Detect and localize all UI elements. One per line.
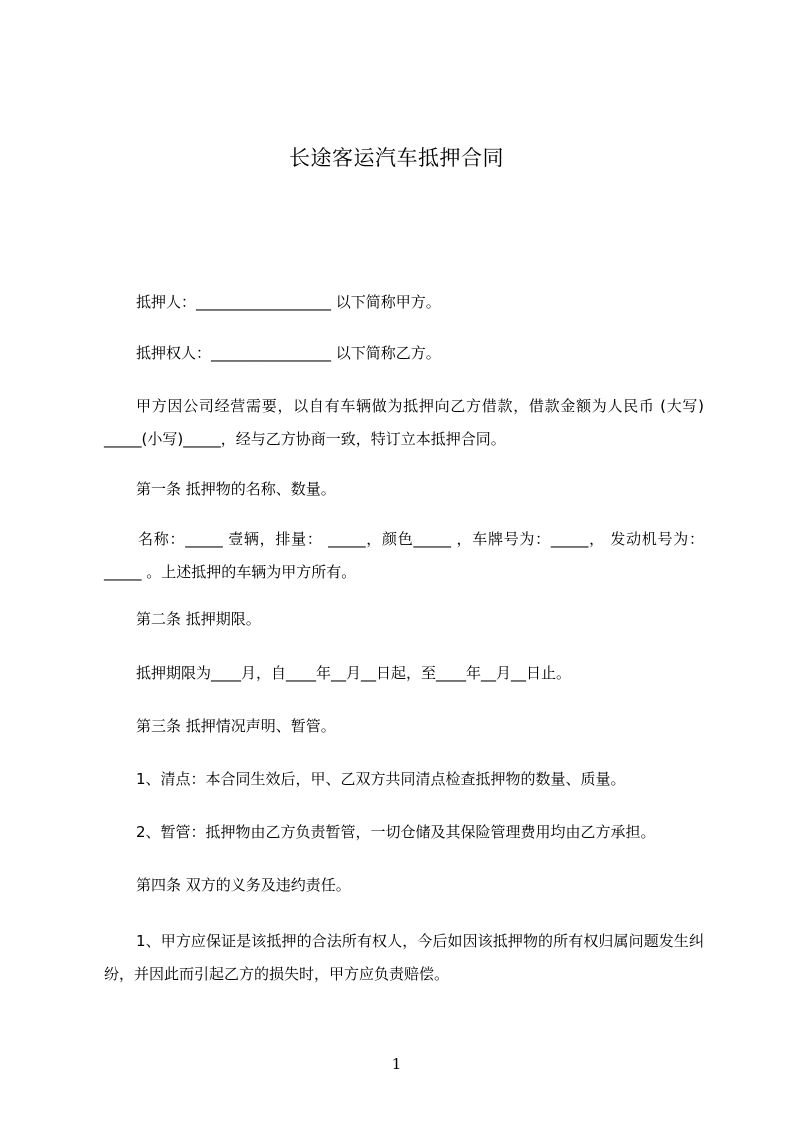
paragraph-purpose: 甲方因公司经营需要，以自有车辆做为抵押向乙方借款，借款金额为人民币 (大写) _____(小写)_____，经与乙方协商一致，特订立本抵押合同。 bbox=[104, 397, 704, 448]
paragraph-mortgagee: 抵押权人：________________ 以下简称乙方。 bbox=[136, 344, 441, 362]
paragraph-article-3-heading: 第三条 抵押情况声明、暂管。 bbox=[136, 717, 336, 735]
paragraph-article-4-item-1: 1、甲方应保证是该抵押的合法所有权人，今后如因该抵押物的所有权归属问题发生纠纷，并因此而引起乙方的损失时，甲方应负责赔偿。 bbox=[104, 932, 704, 983]
paragraph-article-1-body: 名称：_____ 壹辆，排量： _____，颜色_____ ，车牌号为：_____， 发动机号为：_____ 。上述抵押的车辆为甲方所有。 bbox=[104, 530, 704, 581]
paragraph-article-4-heading: 第四条 双方的义务及违约责任。 bbox=[136, 876, 351, 894]
paragraph-article-1-heading: 第一条 抵押物的名称、数量。 bbox=[136, 480, 336, 498]
paragraph-mortgagor: 抵押人：__________________ 以下简称甲方。 bbox=[136, 293, 441, 311]
paragraph-article-2-heading: 第二条 抵押期限。 bbox=[136, 610, 261, 628]
document-title: 长途客运汽车抵押合同 bbox=[289, 146, 504, 170]
paragraph-article-3-item-2: 2、暂管：抵押物由乙方负责暂管，一切仓储及其保险管理费用均由乙方承担。 bbox=[136, 823, 656, 841]
paragraph-article-3-item-1: 1、清点：本合同生效后，甲、乙双方共同清点检查抵押物的数量、质量。 bbox=[136, 770, 626, 788]
page-number: 1 bbox=[391, 1055, 402, 1073]
paragraph-article-2-body: 抵押期限为____月，自____年__月__日起，至____年__月__日止。 bbox=[136, 664, 572, 682]
